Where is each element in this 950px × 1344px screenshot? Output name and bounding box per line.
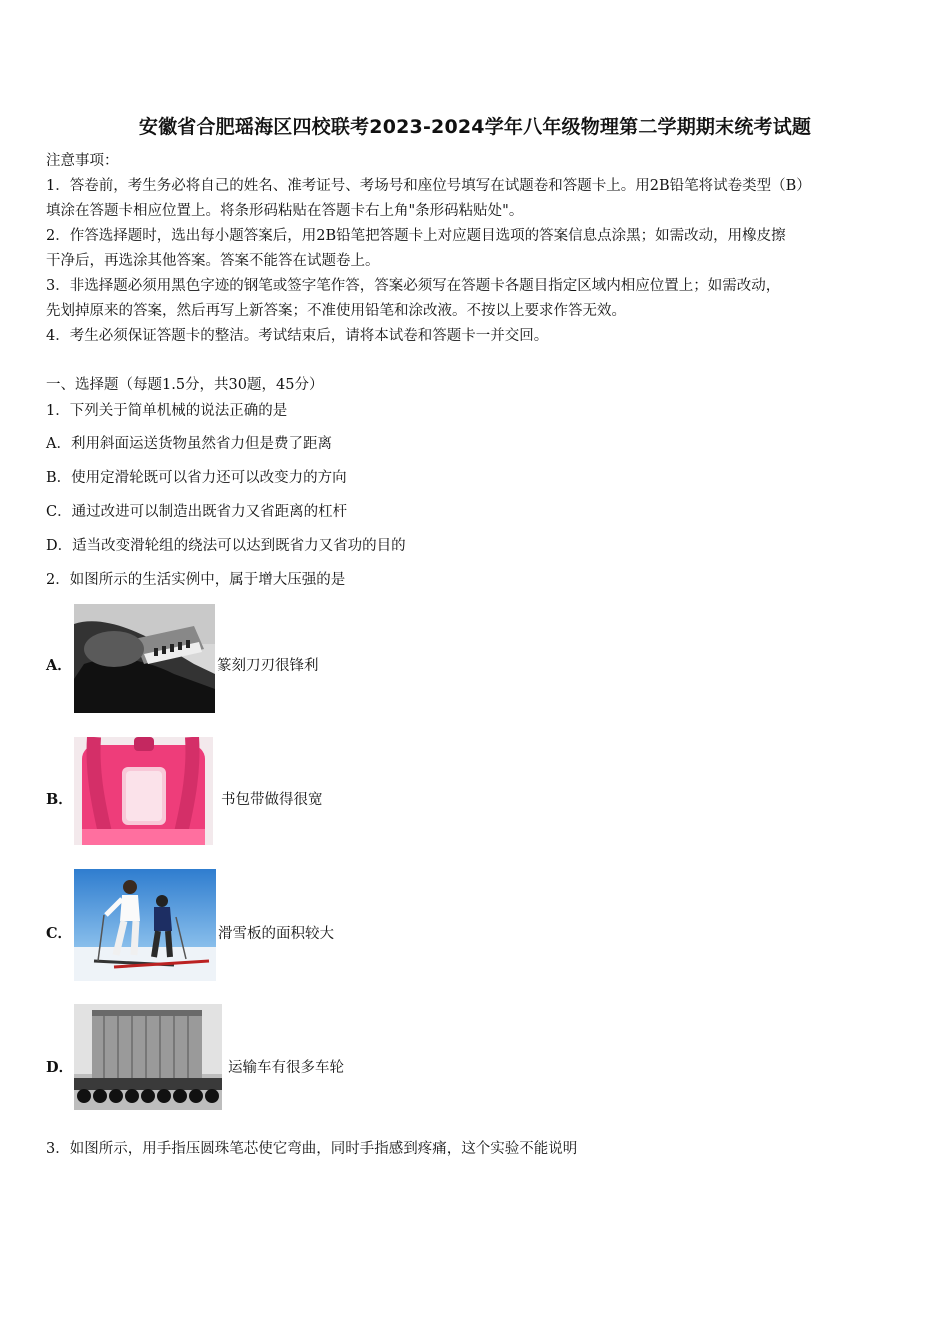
option-text: 滑雪板的面积较大	[218, 926, 334, 942]
question-1-option-b: B．使用定滑轮既可以省力还可以改变力的方向	[46, 470, 347, 486]
notes-line: 4．考生必须保证答题卡的整洁。考试结束后，请将本试卷和答题卡一并交回。	[46, 328, 549, 344]
notes-line: 填涂在答题卡相应位置上。将条形码粘贴在答题卡右上角"条形码粘贴处"。	[46, 203, 524, 219]
notes-heading: 注意事项：	[46, 153, 119, 169]
engraving-knife-photo	[74, 604, 215, 713]
question-1-option-c: C．通过改进可以制造出既省力又省距离的杠杆	[46, 504, 348, 520]
option-label: C．	[46, 925, 73, 942]
option-label: A．	[46, 657, 72, 674]
option-label: B．	[46, 791, 73, 808]
notes-line: 2．作答选择题时，选出每小题答案后，用2B铅笔把答题卡上对应题目选项的答案信息点涂黑；如需改动，用橡皮擦	[46, 228, 786, 244]
question-1-stem: 1．下列关于简单机械的说法正确的是	[46, 403, 288, 419]
option-text: 运输车有很多车轮	[228, 1060, 344, 1076]
option-label: D．	[46, 1059, 74, 1076]
pink-backpack-photo	[74, 737, 213, 845]
section-heading: 一、选择题（每题1.5分，共30题，45分）	[46, 377, 324, 393]
option-text: 篆刻刀刃很锋利	[217, 658, 319, 674]
notes-line: 1．答卷前，考生务必将自己的姓名、准考证号、考场号和座位号填写在试题卷和答题卡上。用2B铅笔将试卷类型（B）	[46, 178, 811, 194]
transport-truck-photo	[74, 1004, 222, 1110]
notes-line: 3．非选择题必须用黑色字迹的钢笔或签字笔作答，答案必须写在答题卡各题目指定区域内相应位置上；如需改动，	[46, 278, 781, 294]
skiers-photo	[74, 869, 216, 981]
document-title: 安徽省合肥瑶海区四校联考2023-2024学年八年级物理第二学期期末统考试题	[138, 116, 812, 138]
question-1-option-d: D．适当改变滑轮组的绕法可以达到既省力又省功的目的	[46, 538, 406, 554]
question-1-option-a: A．利用斜面运送货物虽然省力但是费了距离	[46, 436, 332, 452]
question-2-stem: 2．如图所示的生活实例中，属于增大压强的是	[46, 572, 346, 588]
question-3-stem: 3．如图所示，用手指压圆珠笔芯使它弯曲，同时手指感到疼痛，这个实验不能说明	[46, 1141, 578, 1157]
notes-line: 先划掉原来的答案，然后再写上新答案；不准使用铅笔和涂改液。不按以上要求作答无效。	[46, 303, 626, 319]
notes-line: 干净后，再选涂其他答案。答案不能答在试题卷上。	[46, 253, 380, 269]
option-text: 书包带做得很宽	[221, 792, 323, 808]
